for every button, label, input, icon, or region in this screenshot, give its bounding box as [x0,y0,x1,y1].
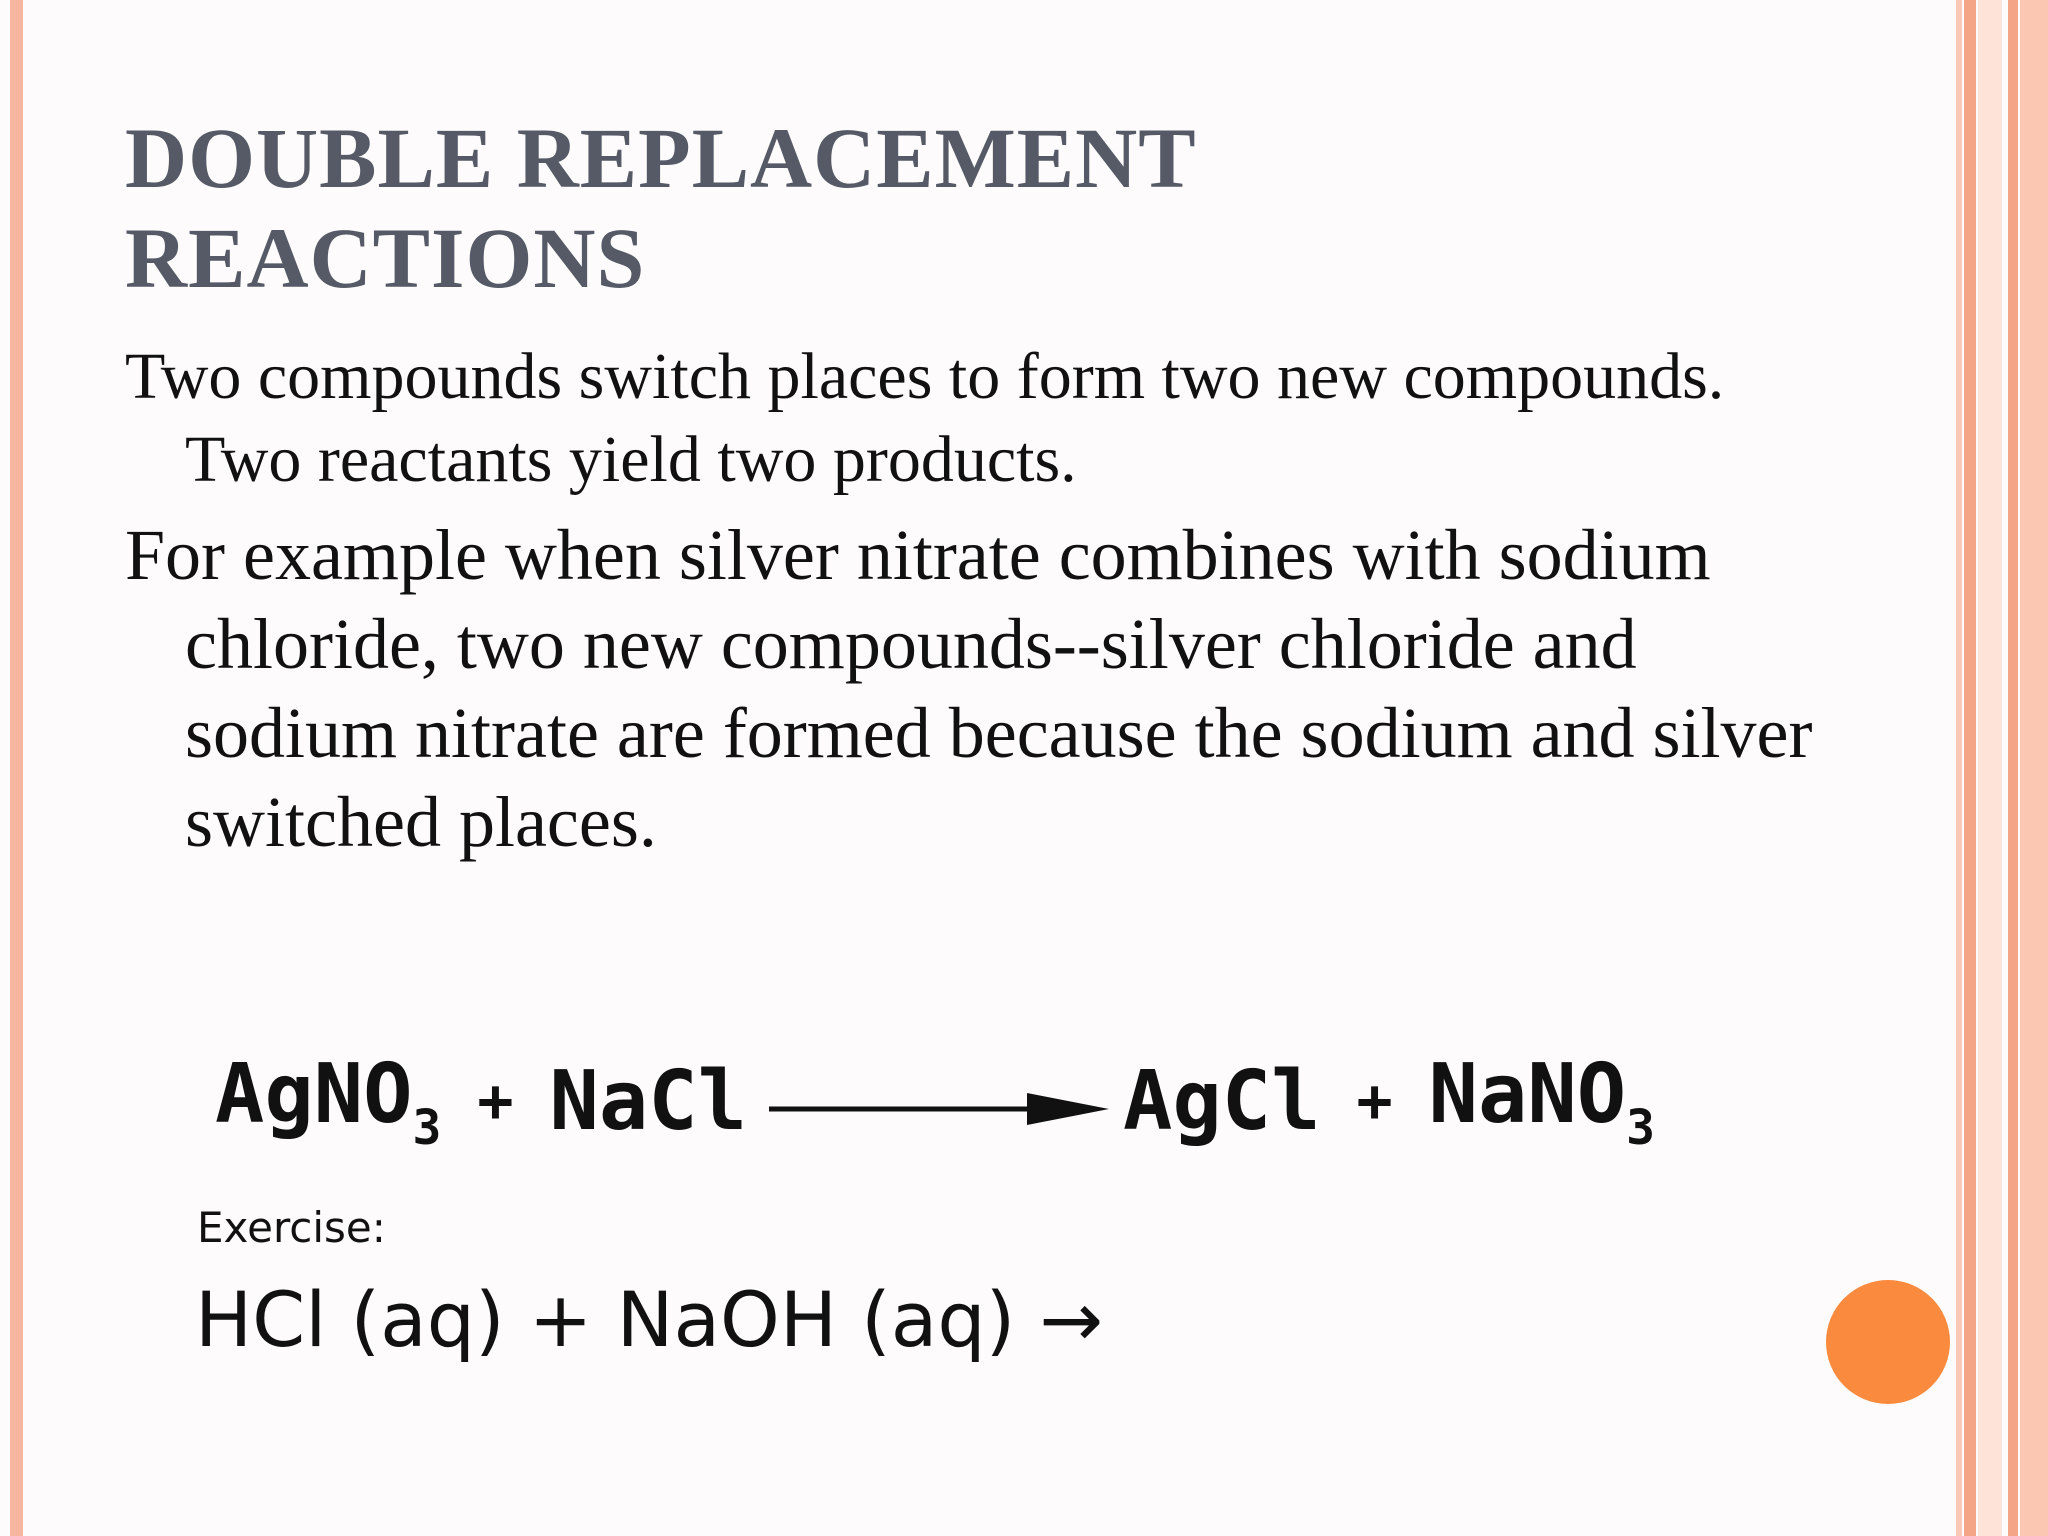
reactant-silver-nitrate [215,1047,441,1156]
long-right-arrow-icon [769,1054,1109,1149]
title-line-2: REACTIONS [125,210,646,306]
reactant-sodium-chloride: NaCl [549,1053,747,1149]
product-sodium-nitrate [1429,1047,1655,1156]
stripe [2008,0,2018,1536]
right-decorative-stripes [1956,0,2048,1536]
product-2-formula: NaNO [1428,1046,1627,1142]
left-accent-bar [10,0,23,1536]
product-silver-chloride: AgCl [1123,1053,1321,1149]
example-paragraph: For example when silver nitrate combines with sodium chloride, two new compounds--silver chloride and sodium nitrate are formed because the sodium and silver switched places. [125,515,1813,862]
stripe [1964,0,1976,1536]
orange-circle-icon [1826,1280,1950,1404]
stripe [2020,0,2048,1536]
title-line-1: DOUBLE REPLACEMENT [125,110,1197,206]
reactant-1-subscript: 3 [412,1099,442,1156]
slide-title [125,108,1725,308]
plus-sign: + [1356,1066,1393,1136]
product-2-subscript: 3 [1626,1099,1655,1156]
exercise-label: Exercise: [197,1203,386,1252]
definition-paragraph: Two compounds switch places to form two new compounds. Two reactants yield two products. [125,340,1725,496]
slide-body [125,335,1825,867]
reactant-1-formula: AgNO [215,1046,413,1142]
exercise-equation: HCl (aq) + NaOH (aq) → [195,1275,1104,1364]
plus-sign: + [477,1066,514,1136]
stripe [1956,0,1962,1536]
stripe [1978,0,2002,1536]
arrow-svg [769,1089,1109,1129]
chemical-equation [215,1046,1775,1156]
